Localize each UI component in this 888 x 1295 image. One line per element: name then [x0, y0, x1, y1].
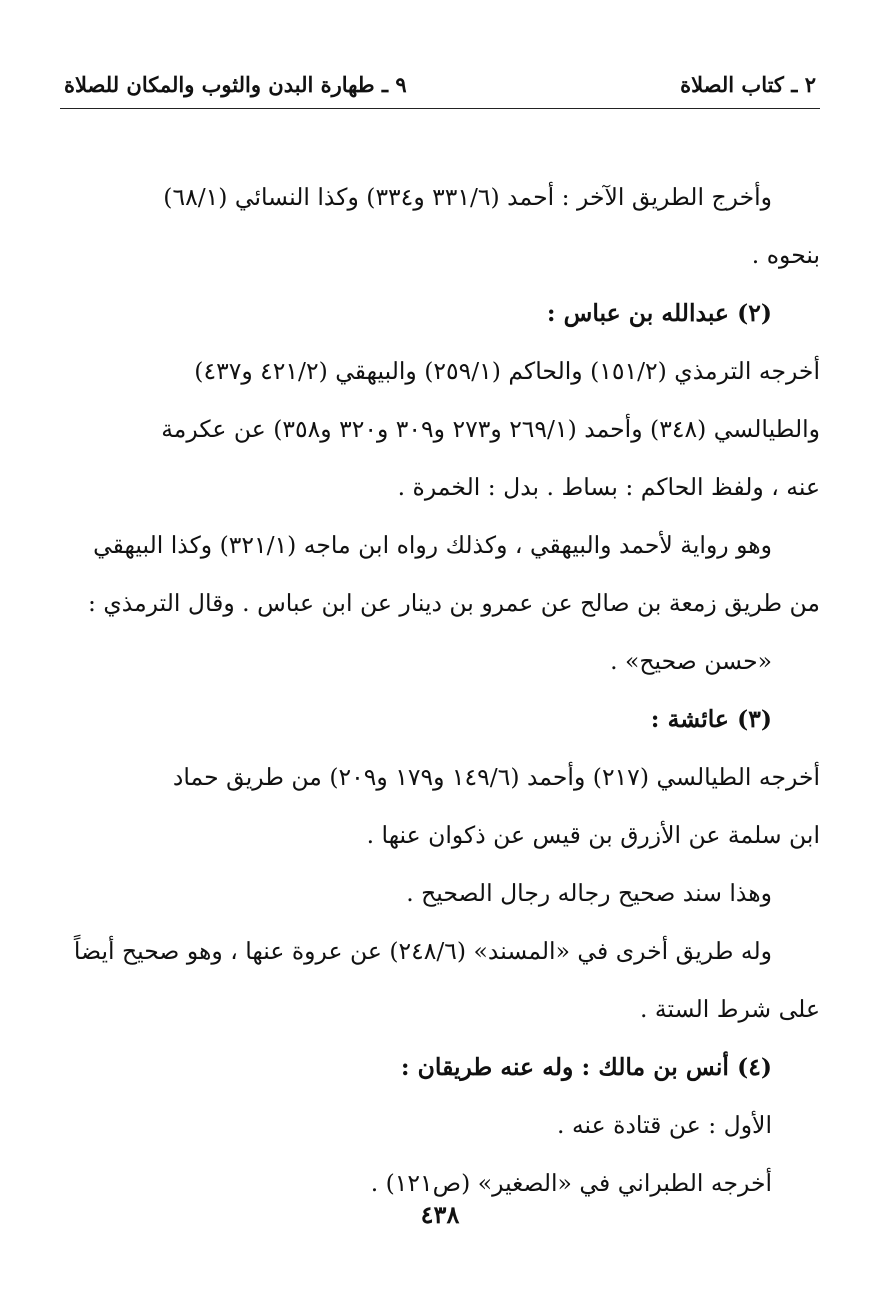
text-line: وله طريق أخرى في «المسند» (٢٤٨/٦) عن عروة عنها ، وهو صحيح أيضاً: [73, 937, 772, 965]
text-line: من طريق زمعة بن صالح عن عمرو بن دينار عن ابن عباس . وقال الترمذي :: [87, 589, 820, 617]
book-page: [60, 60, 820, 1260]
page-number: ٤٣٨: [420, 1200, 460, 1229]
running-header: [60, 60, 820, 109]
chapter-title: ٢ ـ كتاب الصلاة: [680, 72, 816, 97]
text-line: أخرجه الطيالسي (٢١٧) وأحمد (١٤٩/٦ و١٧٩ و٢٠٩) من طريق حماد: [172, 763, 820, 791]
page-body: [60, 168, 820, 1212]
text-line: ابن سلمة عن الأزرق بن قيس عن ذكوان عنها .: [366, 821, 820, 849]
subheading-aisha: (٣) عائشة :: [650, 705, 772, 733]
subheading-anas: (٤) أنس بن مالك : وله عنه طريقان :: [400, 1053, 772, 1081]
subheading-ibn-abbas: (٢) عبدالله بن عباس :: [546, 299, 772, 327]
text-line: وهذا سند صحيح رجاله رجال الصحيح .: [406, 879, 772, 907]
text-line: الأول : عن قتادة عنه .: [557, 1111, 772, 1139]
text-line: على شرط الستة .: [639, 995, 820, 1023]
text-line: وهو رواية لأحمد والبيهقي ، وكذلك رواه ابن ماجه (٣٢١/١) وكذا البيهقي: [93, 531, 772, 559]
section-title: ٩ ـ طهارة البدن والثوب والمكان للصلاة: [64, 72, 407, 97]
text-line: وأخرج الطريق الآخر : أحمد (٣٣١/٦ و٣٣٤) وكذا النسائي (٦٨/١): [163, 183, 772, 211]
text-line: «حسن صحيح» .: [610, 647, 772, 675]
text-line: بنحوه .: [751, 241, 820, 269]
text-line: أخرجه الترمذي (١٥١/٢) والحاكم (٢٥٩/١) والبيهقي (٤٢١/٢ و٤٣٧): [194, 357, 820, 385]
text-line: أخرجه الطبراني في «الصغير» (ص١٢١) .: [370, 1169, 772, 1197]
text-line: والطيالسي (٣٤٨) وأحمد (٢٦٩/١ و٢٧٣ و٣٠٩ و٣٢٠ و٣٥٨) عن عكرمة: [161, 415, 820, 443]
text-line: عنه ، ولفظ الحاكم : بساط . بدل : الخمرة .: [397, 473, 820, 501]
